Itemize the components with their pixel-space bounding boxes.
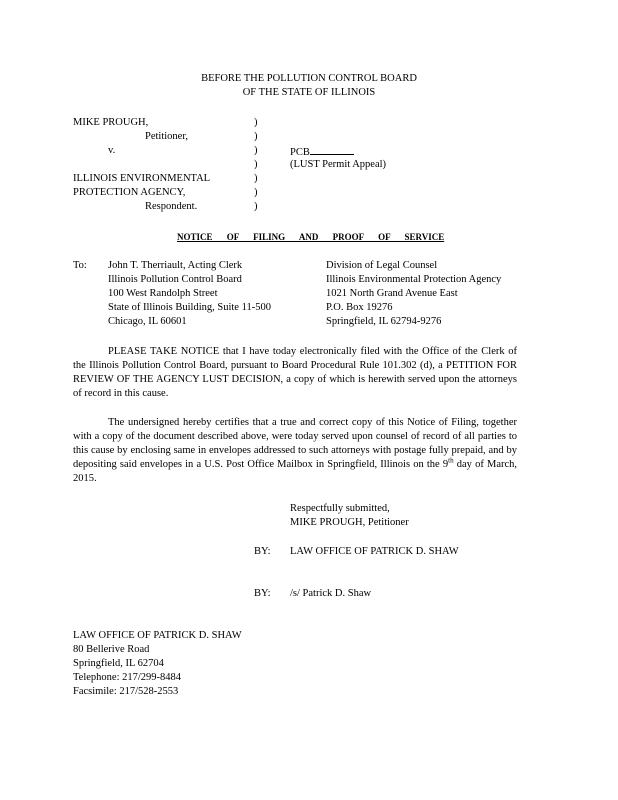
caption-paren: ) [254,131,258,142]
caption-paren: ) [254,201,258,212]
certification-date: day of March, 2015. [73,459,518,484]
recipient-line: Illinois Environmental Protection Agency [326,274,502,285]
notice-paragraph: PLEASE TAKE NOTICE that I have today electronically filed with the Office of the Clerk of the Illinois Pollution Control Board, pursuant to Board Procedural Rule 101.302 (d), a PETITION FOR REVIEW OF THE AGENCY LUST DECISION, a copy of which is herewith served upon the attorneys of record in this cause. [73,346,517,399]
notice-title-text: NOTICE OF FILING AND PROOF OF SERVICE [177,232,445,242]
certification-paragraph [73,416,517,486]
respondent-name-line1: ILLINOIS ENVIRONMENTAL [73,173,211,184]
attorney-facsimile: Facsimile: 217/528-2553 [73,686,179,697]
recipient-line: 100 West Randolph Street [108,288,218,299]
caption-paren: ) [254,117,258,128]
recipient-line: State of Illinois Building, Suite 11-500 [108,302,271,313]
certification-text: The undersigned hereby certifies that a true and correct copy of this Notice of Filing, together with a copy of the document described above, were today served upon counsel of record of all parties to this cause by enclosing same in envelopes addressed to such attorneys with postage fully prepaid, and by depositing said envelopes in a U.S. Post Office Mailbox in Springfield, Illinois on the 9 [73,417,517,470]
recipient-line: Springfield, IL 62794-9276 [326,316,442,327]
by-firm: LAW OFFICE OF PATRICK D. SHAW [290,546,459,557]
recipient-line: Division of Legal Counsel [326,260,438,271]
by-label: BY: [254,588,271,599]
case-number-label: PCB [290,147,310,158]
case-number-blank [310,144,354,155]
case-type: (LUST Permit Appeal) [290,159,387,170]
attorney-street: 80 Bellerive Road [73,644,150,655]
attorney-firm: LAW OFFICE OF PATRICK D. SHAW [73,630,242,641]
recipient-line: John T. Therriault, Acting Clerk [108,260,243,271]
by-label: BY: [254,546,271,557]
date-superscript: th [448,456,454,465]
caption-paren: ) [254,159,258,170]
attorney-telephone: Telephone: 217/299-8484 [73,672,182,683]
recipient-line: Illinois Pollution Control Board [108,274,242,285]
recipient-line: Chicago, IL 60601 [108,316,187,327]
respondent-role: Respondent. [145,201,198,212]
attorney-city: Springfield, IL 62704 [73,658,164,669]
electronic-signature: /s/ Patrick D. Shaw [290,588,372,599]
notice-title [177,230,466,244]
caption-paren: ) [254,187,258,198]
signature-closing: Respectfully submitted, [290,503,390,514]
caption-paren: ) [254,173,258,184]
versus-label: v. [108,145,116,156]
to-label: To: [73,260,87,271]
petitioner-name: MIKE PROUGH, [73,117,149,128]
recipient-line: 1021 North Grand Avenue East [326,288,458,299]
board-heading-line2: OF THE STATE OF ILLINOIS [242,87,376,98]
signature-party: MIKE PROUGH, Petitioner [290,517,409,528]
recipient-line: P.O. Box 19276 [326,302,393,313]
caption-paren: ) [254,145,258,156]
respondent-name-line2: PROTECTION AGENCY, [73,187,186,198]
petitioner-role: Petitioner, [145,131,189,142]
board-heading-line1: BEFORE THE POLLUTION CONTROL BOARD [201,73,417,84]
